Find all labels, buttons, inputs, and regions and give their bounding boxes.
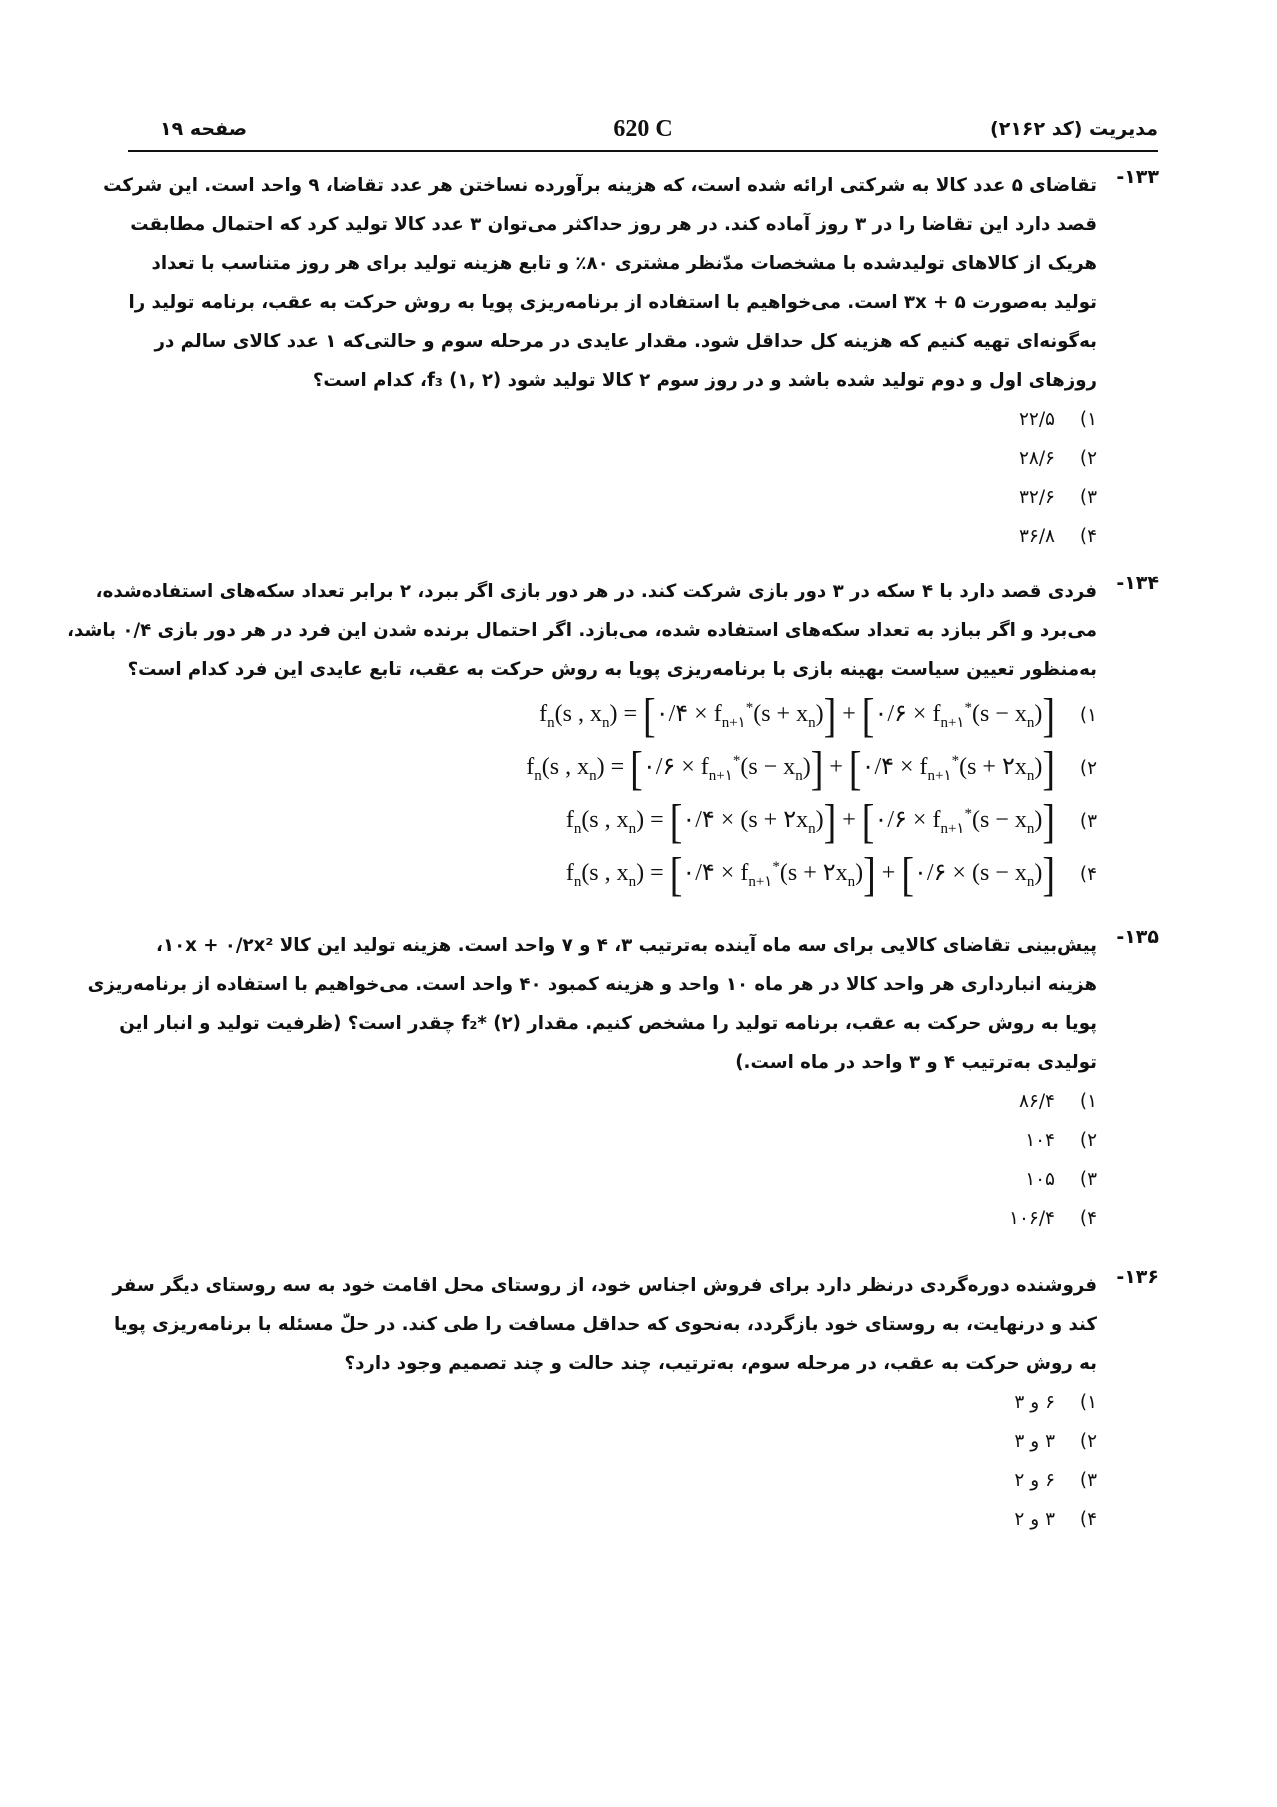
formula-args-subscript: n — [589, 767, 597, 784]
option-value: ۸۶/۴ — [1018, 1091, 1055, 1112]
question-number: ۱۳۶- — [1116, 1266, 1159, 1288]
term-superscript: * — [964, 700, 972, 717]
question-text — [67, 572, 1097, 689]
term-subscript: n+۱ — [708, 767, 733, 784]
option-value: ۲۸/۶ — [1018, 448, 1055, 469]
formula-option[interactable] — [119, 795, 1097, 848]
term-argument: (s + ۲x — [740, 807, 809, 834]
text-line: به‌منظور تعیین سیاست بهینه بازی با برنامه‌ریزی پویا به روش حرکت به عقب، تابع عایدی این فرد کدام است؟ — [127, 659, 1097, 680]
term-argument: (s − x — [971, 860, 1027, 887]
option-value: ۳ و ۲ — [1014, 1509, 1055, 1530]
term-arg-subscript: n — [1026, 714, 1035, 731]
term-subscript: n+۱ — [748, 873, 773, 890]
option-number: ۱) — [1079, 1091, 1097, 1112]
formula-lhs-subscript: n — [573, 873, 582, 890]
formula-options — [119, 689, 1097, 901]
option-number: ۴) — [1079, 864, 1097, 885]
question-text — [112, 1266, 1097, 1383]
option-number: ۲) — [1079, 1130, 1097, 1151]
option[interactable] — [119, 1500, 1097, 1539]
option-number: ۲) — [1079, 448, 1097, 469]
options-list — [119, 1082, 1097, 1238]
term-arg-close: ) — [855, 860, 864, 887]
option-value: ۱۰۵ — [1025, 1169, 1055, 1190]
options-list — [119, 1383, 1097, 1539]
bracket-close: ] — [863, 848, 876, 901]
bracket-close: ] — [1042, 689, 1055, 742]
formula-args: (s , x — [581, 860, 629, 887]
formula-args: (s , x — [541, 754, 590, 781]
term-arg-subscript: n — [847, 873, 856, 890]
bracket-open: [ — [669, 795, 683, 848]
bracket-open: [ — [861, 689, 875, 742]
formula-equals: ) = — [636, 807, 670, 834]
formula-expression: $f_n(s$ , $x_n$) = [۰/۴ × $(s + ۲x_n)$] + [۰/۶ × $f_{n+۱}^*(s - x_n)$] — [565, 795, 1055, 848]
question-number: ۱۳۵- — [1116, 926, 1159, 948]
term-superscript: * — [732, 753, 741, 770]
formula-lhs-subscript: n — [547, 714, 555, 731]
option[interactable] — [119, 439, 1097, 478]
formula-args: (s , x — [554, 701, 603, 728]
header-divider — [128, 150, 1158, 152]
option-number: ۴) — [1079, 1208, 1097, 1229]
option-number: ۱) — [1079, 705, 1097, 726]
option[interactable] — [119, 517, 1097, 556]
term-subscript: n+۱ — [940, 820, 965, 837]
formula-lhs: f — [539, 701, 548, 728]
term-arg-close: ) — [802, 754, 811, 781]
question-text — [87, 926, 1097, 1082]
formula-expression: $f_n(s$ , $x_n$) = [۰/۶ × $f_{n+۱}^*(s - x_n)$] + [۰/۴ × $f_{n+۱}^*(s$ + $۲x_n$)] — [526, 742, 1055, 795]
term-argument: (s − x — [971, 807, 1027, 834]
option-number: ۴) — [1079, 1509, 1097, 1530]
term-arg-close: ) — [1034, 860, 1043, 887]
formula-lhs: f — [526, 754, 535, 781]
question-135 — [87, 926, 1159, 1238]
option[interactable] — [119, 1422, 1097, 1461]
page-number: صفحه ۱۹ — [160, 118, 248, 140]
term-arg-close: ) — [815, 701, 824, 728]
bracket-open: [ — [861, 795, 875, 848]
term-arg-close: ) — [1034, 701, 1043, 728]
option-value: ۳۶/۸ — [1018, 526, 1055, 547]
text-line: تولیدی به‌ترتیب ۴ و ۳ واحد در ماه است.) — [735, 1052, 1097, 1073]
term-argument: (s + ۲x — [959, 754, 1027, 781]
options-list — [119, 400, 1097, 556]
question-134 — [67, 572, 1159, 901]
bracket-close: ] — [1042, 848, 1055, 901]
formula-equals: ) = — [636, 860, 670, 887]
page-header — [128, 118, 1158, 152]
option-value: ۶ و ۳ — [1014, 1392, 1055, 1413]
option[interactable] — [119, 1121, 1097, 1160]
option[interactable] — [119, 1160, 1097, 1199]
option-value: ۳۲/۶ — [1018, 487, 1055, 508]
bracket-close: ] — [823, 795, 837, 848]
bracket-close: ] — [1042, 742, 1055, 795]
term-arg-subscript: n — [808, 714, 816, 731]
option-number: ۳) — [1079, 1169, 1097, 1190]
term-coefficient: ۰/۶ × f — [874, 701, 941, 728]
text-line: به روش حرکت به عقب، در مرحله سوم، به‌ترتیب، چند حالت و چند تصمیم وجود دارد؟ — [344, 1353, 1097, 1374]
option-number: ۴) — [1079, 526, 1097, 547]
text-line: می‌برد و اگر ببازد به تعداد سکه‌های استفاده شده، می‌بازد. اگر احتمال برنده شدن این فرد در هر دور بازی ۰/۴ باشد، — [67, 620, 1097, 641]
bracket-close: ] — [1042, 795, 1055, 848]
term-arg-subscript: n — [808, 820, 816, 837]
option-value: ۲۲/۵ — [1018, 409, 1055, 430]
formula-lhs: f — [565, 860, 574, 887]
bracket-open: [ — [669, 848, 683, 901]
term-coefficient: ۰/۴ × f — [861, 754, 928, 781]
bracket-open: [ — [643, 689, 656, 742]
option-number: ۳) — [1079, 1470, 1097, 1491]
term-arg-subscript: n — [1026, 767, 1035, 784]
formula-args: (s , x — [581, 807, 629, 834]
term-subscript: n+۱ — [721, 714, 746, 731]
option-number: ۳) — [1079, 811, 1097, 832]
term-coefficient: ۰/۴ × f — [682, 860, 749, 887]
formula-args-subscript: n — [602, 714, 610, 731]
text-line: تقاضای ۵ عدد کالا به شرکتی ارائه شده است، که هزینه برآورده نساختن هر عدد تقاضا، ۹ واحد است. این شرکت — [103, 175, 1097, 196]
option-value: ۳ و ۳ — [1014, 1431, 1055, 1452]
option[interactable] — [119, 1082, 1097, 1121]
term-subscript: n+۱ — [927, 767, 952, 784]
term-arg-close: ) — [1034, 754, 1043, 781]
bracket-open: [ — [630, 742, 643, 795]
term-coefficient: ۰/۴ × f — [655, 701, 722, 728]
term-coefficient: ۰/۶ × — [913, 860, 972, 887]
exam-title: مدیریت (کد ۲۱۶۲) — [990, 118, 1158, 140]
formula-expression: $f_n(s$ , $x_n$) = [۰/۴ × $f_{n+۱}^*(s + x_n)$] + [۰/۶ × $f_{n+۱}^*(s - x_n)$] — [539, 689, 1055, 742]
term-argument: (s + ۲x — [779, 860, 848, 887]
bracket-open: [ — [848, 742, 862, 795]
text-line: تولید به‌صورت ۳x + ۵ است. می‌خواهیم با استفاده از برنامه‌ریزی پویا به روش حرکت به عقب، برنامه تولید را — [128, 292, 1097, 313]
text-line: پویا به روش حرکت به عقب، برنامه تولید را مشخص کنیم. مقدار f₂* (۲) چقدر است؟ (ظرفیت تولید و انبار این — [119, 1013, 1097, 1034]
bracket-open: [ — [901, 848, 914, 901]
option-number: ۲) — [1079, 758, 1097, 779]
formula-expression: $f_n(s$ , $x_n$) = [۰/۴ × $f_{n+۱}^*(s$ + $۲x_n$)] + [۰/۶ × $(s - x_n)$] — [565, 848, 1055, 901]
text-line: پیش‌بینی تقاضای کالایی برای سه ماه آینده به‌ترتیب ۳، ۴ و ۷ واحد است. هزینه تولید این کالا ۱۰x + ۰/۲x²، — [156, 935, 1097, 956]
formula-option[interactable] — [119, 848, 1097, 901]
term-superscript: * — [964, 806, 972, 823]
term-superscript: * — [772, 859, 780, 876]
term-coefficient: ۰/۴ × — [682, 807, 741, 834]
option-number: ۱) — [1079, 409, 1097, 430]
formula-lhs-subscript: n — [573, 820, 582, 837]
term-arg-subscript: n — [795, 767, 803, 784]
term-arg-close: ) — [815, 807, 824, 834]
term-arg-subscript: n — [1026, 873, 1035, 890]
text-line: فردی قصد دارد با ۴ سکه در ۳ دور بازی شرکت کند. در هر دور بازی اگر ببرد، ۲ برابر تعداد سکه‌های استفاده‌شده، — [95, 581, 1097, 602]
option-value: ۱۰۶/۴ — [1009, 1208, 1055, 1229]
booklet-code: 620 C — [613, 116, 673, 142]
bracket-close: ] — [810, 742, 824, 795]
text-line: قصد دارد این تقاضا را در ۳ روز آماده کند. در هر روز حداکثر می‌توان ۳ عدد کالا تولید کرد که احتمال مطابقت — [130, 214, 1097, 235]
text-line: هزینه انبارداری هر واحد کالا در هر ماه ۱۰ واحد و هزینه کمبود ۴۰ واحد است. می‌خواهیم با استفاده از برنامه‌ریزی — [87, 974, 1097, 995]
option[interactable] — [119, 478, 1097, 517]
formula-equals: ) = — [609, 701, 644, 728]
term-coefficient: ۰/۶ × f — [874, 807, 941, 834]
text-line: هریک از کالاهای تولیدشده با مشخصات مدّنظر مشتری ۸۰٪ و تابع هزینه تولید برای هر روز متناسب با تعداد — [151, 253, 1097, 274]
question-133 — [103, 166, 1159, 556]
formula-args-subscript: n — [628, 873, 637, 890]
text-line: فروشنده دوره‌گردی درنظر دارد برای فروش اجناس خود، از روستای محل اقامت خود به سه روستای دیگر سفر — [112, 1275, 1097, 1296]
formula-lhs-subscript: n — [534, 767, 542, 784]
option[interactable] — [119, 1199, 1097, 1238]
option[interactable] — [119, 1461, 1097, 1500]
text-line: کند و درنهایت، به روستای خود بازگردد، به‌نحوی که حداقل مسافت را طی کند. در حلّ مسئله با برنامه‌ریزی پویا — [113, 1314, 1097, 1335]
term-superscript: * — [745, 700, 754, 717]
option[interactable] — [119, 1383, 1097, 1422]
option-value: ۶ و ۲ — [1014, 1470, 1055, 1491]
term-arg-close: ) — [1034, 807, 1043, 834]
formula-lhs: f — [565, 807, 574, 834]
term-superscript: * — [951, 753, 960, 770]
option[interactable] — [119, 400, 1097, 439]
option-value: ۱۰۴ — [1025, 1130, 1055, 1151]
formula-option[interactable] — [119, 742, 1097, 795]
formula-args-subscript: n — [628, 820, 637, 837]
option-number: ۱) — [1079, 1392, 1097, 1413]
term-coefficient: ۰/۶ × f — [642, 754, 709, 781]
term-argument: (s − x — [740, 754, 796, 781]
option-number: ۲) — [1079, 1431, 1097, 1452]
term-argument: (s + x — [753, 701, 809, 728]
question-136 — [112, 1266, 1159, 1539]
question-number: ۱۳۴- — [1116, 572, 1159, 594]
text-line: روزهای اول و دوم تولید شده باشد و در روز سوم ۲ کالا تولید شود f₃ (۱, ۲)، کدام است؟ — [312, 370, 1097, 391]
question-text — [103, 166, 1097, 400]
formula-equals: ) = — [596, 754, 631, 781]
formula-option[interactable] — [119, 689, 1097, 742]
question-number: ۱۳۳- — [1116, 166, 1159, 188]
term-subscript: n+۱ — [940, 714, 965, 731]
term-argument: (s − x — [971, 701, 1027, 728]
text-line: به‌گونه‌ای تهیه کنیم که هزینه کل حداقل شود. مقدار عایدی در مرحله سوم و حالتی‌که ۱ عدد کالای سالم در — [154, 331, 1097, 352]
term-arg-subscript: n — [1026, 820, 1035, 837]
option-number: ۳) — [1079, 487, 1097, 508]
bracket-close: ] — [823, 689, 837, 742]
